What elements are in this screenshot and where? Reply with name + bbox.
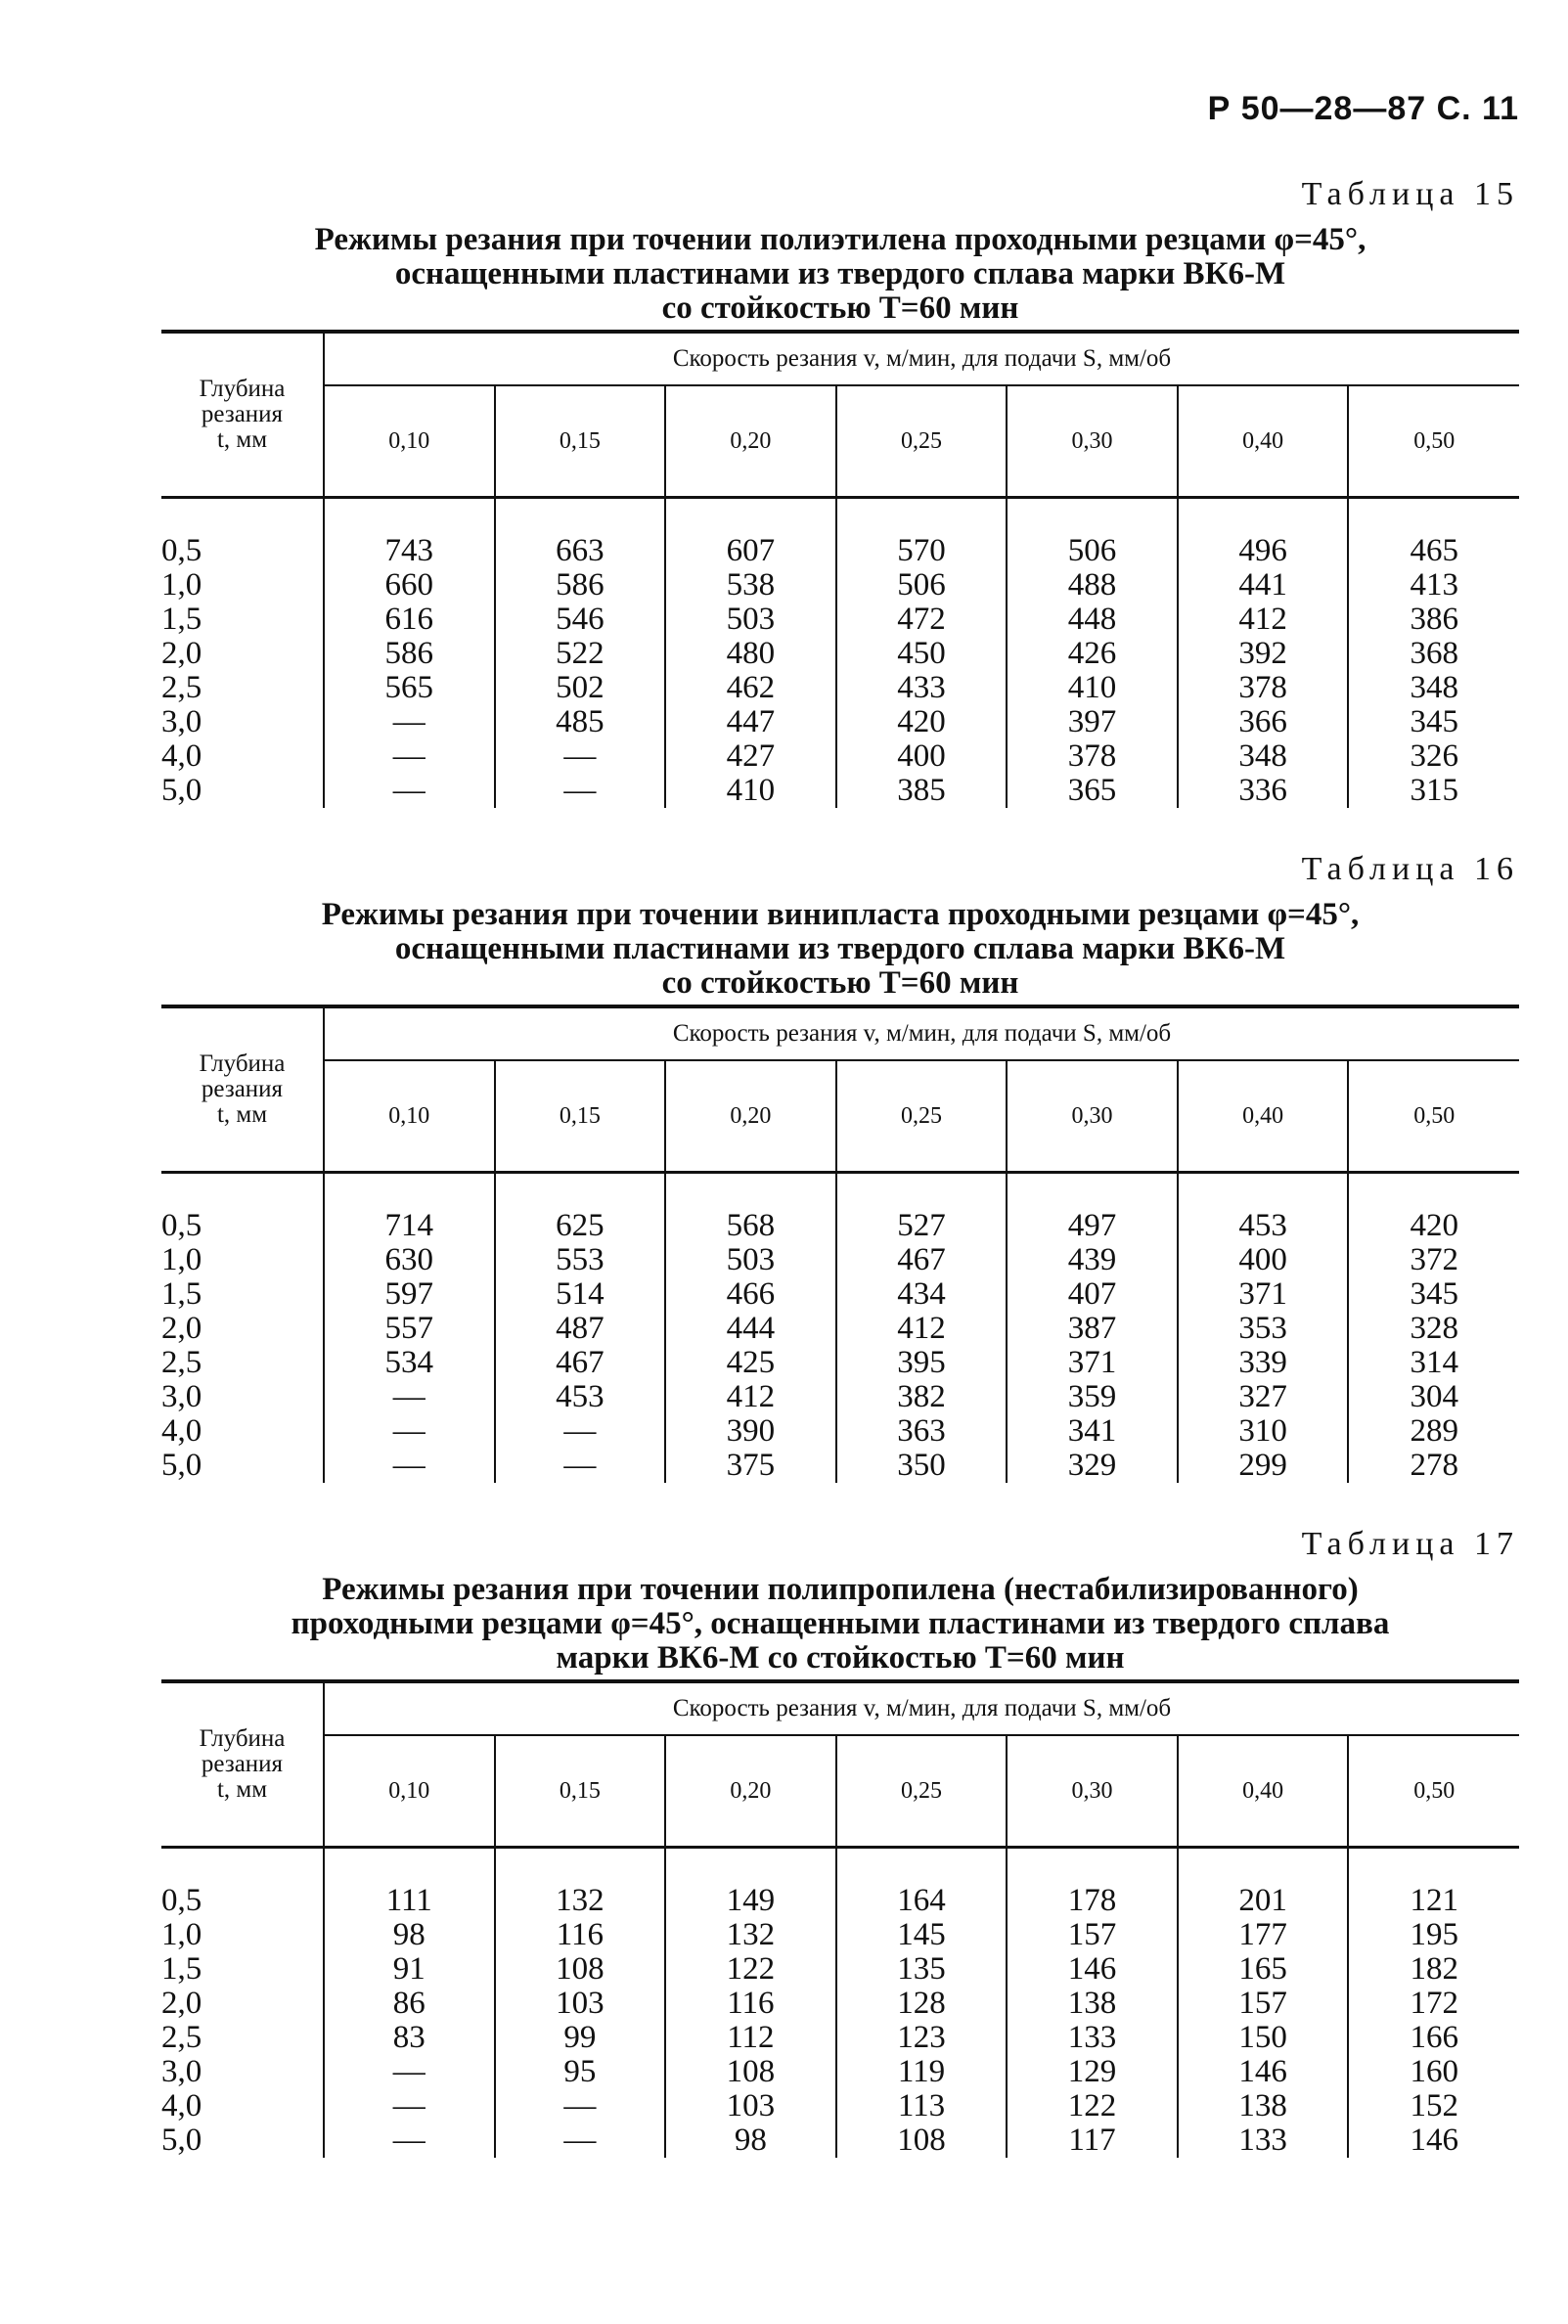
speed-cell: 420 xyxy=(836,705,1008,739)
speed-cell: — xyxy=(392,1379,426,1414)
depth-cell: 1,0 xyxy=(161,1918,324,1952)
speed-cell: 128 xyxy=(836,1987,1008,2021)
speed-cell: 341 xyxy=(1007,1414,1178,1449)
speed-cell: 485 xyxy=(495,705,666,739)
speed-cell: 182 xyxy=(1348,1952,1519,1987)
page-header: Р 50—28—87 С. 11 xyxy=(1207,90,1519,127)
speed-cell: 527 xyxy=(836,1209,1008,1243)
table-title-line: проходными резцами φ=45°, оснащенными пластинами из твердого сплава xyxy=(291,1606,1390,1641)
speed-cell: 146 xyxy=(1178,2055,1349,2089)
depth-cell: 5,0 xyxy=(161,2123,324,2158)
table-title-line: Режимы резания при точении полипропилена (нестабилизированного) xyxy=(322,1572,1359,1607)
speed-cell: 465 xyxy=(1348,534,1519,568)
speed-cell: 607 xyxy=(665,534,836,568)
speed-cell: 506 xyxy=(836,568,1008,603)
speed-cell: 480 xyxy=(665,637,836,671)
speed-cell: 138 xyxy=(1007,1987,1178,2021)
speed-cell: 425 xyxy=(665,1346,836,1380)
feed-header: 0,15 xyxy=(495,385,666,498)
speed-cell: 616 xyxy=(384,602,434,637)
speed-cell: 392 xyxy=(1178,637,1349,671)
speed-cell: 506 xyxy=(1007,534,1178,568)
speed-cell: 152 xyxy=(1348,2089,1519,2123)
table-row xyxy=(161,1414,1519,1449)
table-label: Таблица 17 xyxy=(1301,1526,1519,1562)
depth-cell: 3,0 xyxy=(161,2055,324,2089)
depth-cell: 0,5 xyxy=(161,534,324,568)
speed-cell: 326 xyxy=(1348,739,1519,774)
table-row xyxy=(161,1312,1519,1346)
speed-cell: 178 xyxy=(1007,1884,1178,1918)
speed-cell: 329 xyxy=(1007,1449,1178,1483)
depth-cell: 1,5 xyxy=(161,603,324,637)
feed-header: 0,20 xyxy=(665,1060,836,1173)
speed-cell: 743 xyxy=(384,533,434,568)
speed-cell: 95 xyxy=(495,2055,666,2089)
speed-cell: 132 xyxy=(495,1884,666,1918)
speed-cell: 586 xyxy=(495,568,666,603)
depth-header-line: резания xyxy=(201,1751,284,1777)
depth-header xyxy=(161,1681,324,1848)
speed-cell: 108 xyxy=(836,2123,1008,2158)
speed-cell: 122 xyxy=(1007,2089,1178,2123)
speed-cell: 453 xyxy=(495,1380,666,1414)
speed-cell: 339 xyxy=(1178,1346,1349,1380)
speed-cell: 371 xyxy=(1007,1346,1178,1380)
speed-cell: 145 xyxy=(836,1918,1008,1952)
depth-cell: 4,0 xyxy=(161,2089,324,2123)
speed-cell: 503 xyxy=(665,603,836,637)
speed-cell: — xyxy=(392,2088,426,2123)
speed-cell: 467 xyxy=(836,1243,1008,1277)
speed-cell: 514 xyxy=(495,1277,666,1312)
speed-cell: 570 xyxy=(836,534,1008,568)
speed-cell: 146 xyxy=(1348,2123,1519,2158)
speed-cell: 420 xyxy=(1348,1209,1519,1243)
data-table xyxy=(161,1679,1519,2158)
speed-cell: 111 xyxy=(385,1883,432,1918)
speed-cell: 565 xyxy=(384,670,434,705)
speed-cell: 122 xyxy=(665,1952,836,1987)
speed-cell: 157 xyxy=(1178,1987,1349,2021)
table-row xyxy=(161,1209,1519,1243)
speed-cell: 395 xyxy=(836,1346,1008,1380)
table-16-block xyxy=(161,851,1519,1483)
speed-cell: 336 xyxy=(1178,774,1349,808)
table-row xyxy=(161,2123,1519,2158)
table-row xyxy=(161,1884,1519,1918)
feed-header: 0,30 xyxy=(1007,1060,1178,1173)
speed-cell: 91 xyxy=(392,1951,426,1987)
feed-header: 0,25 xyxy=(836,1735,1008,1848)
speed-cell: 348 xyxy=(1348,671,1519,705)
speed-cell: — xyxy=(392,773,426,808)
feed-header: 0,10 xyxy=(324,385,495,498)
speed-cell: 426 xyxy=(1007,637,1178,671)
speed-cell: 441 xyxy=(1178,568,1349,603)
depth-header xyxy=(161,332,324,498)
speed-cell: 314 xyxy=(1348,1346,1519,1380)
depth-cell: 5,0 xyxy=(161,1449,324,1483)
table-row xyxy=(161,1449,1519,1483)
feed-header: 0,25 xyxy=(836,385,1008,498)
feed-header: 0,20 xyxy=(665,1735,836,1848)
speed-cell: 427 xyxy=(665,739,836,774)
table-title-line: оснащенными пластинами из твердого сплава марки ВК6-М xyxy=(394,931,1286,966)
depth-header-line: резания xyxy=(201,1076,284,1102)
table-row xyxy=(161,1243,1519,1277)
speed-cell: 166 xyxy=(1348,2021,1519,2055)
table-row xyxy=(161,603,1519,637)
speed-cell: 538 xyxy=(665,568,836,603)
table-title-line: оснащенными пластинами из твердого сплава марки ВК6-М xyxy=(394,256,1286,291)
depth-cell: 2,5 xyxy=(161,2021,324,2055)
table-row xyxy=(161,1380,1519,1414)
speed-cell: 108 xyxy=(665,2055,836,2089)
speed-cell: 462 xyxy=(665,671,836,705)
speed-cell: 149 xyxy=(665,1884,836,1918)
speed-header: Скорость резания v, м/мин, для подачи S, мм/об xyxy=(324,1681,1519,1735)
speed-cell: 121 xyxy=(1348,1884,1519,1918)
speed-cell: 472 xyxy=(836,603,1008,637)
speed-cell: 557 xyxy=(384,1311,434,1346)
speed-cell: — xyxy=(392,1448,426,1483)
speed-cell: 371 xyxy=(1178,1277,1349,1312)
table-label: Таблица 16 xyxy=(1301,851,1519,887)
speed-cell: — xyxy=(392,1413,426,1449)
speed-cell: 386 xyxy=(1348,603,1519,637)
feed-header: 0,25 xyxy=(836,1060,1008,1173)
speed-cell: 113 xyxy=(836,2089,1008,2123)
speed-cell: 103 xyxy=(495,1987,666,2021)
speed-cell: 83 xyxy=(392,2020,426,2055)
speed-cell: — xyxy=(495,774,666,808)
speed-cell: 522 xyxy=(495,637,666,671)
speed-cell: 444 xyxy=(665,1312,836,1346)
speed-cell: 368 xyxy=(1348,637,1519,671)
table-15-block xyxy=(161,176,1519,808)
depth-cell: 0,5 xyxy=(161,1209,324,1243)
depth-cell: 2,0 xyxy=(161,1312,324,1346)
speed-cell: 123 xyxy=(836,2021,1008,2055)
speed-cell: 400 xyxy=(1178,1243,1349,1277)
speed-cell: 714 xyxy=(384,1208,434,1243)
speed-cell: — xyxy=(495,2089,666,2123)
speed-cell: 453 xyxy=(1178,1209,1349,1243)
speed-cell: 450 xyxy=(836,637,1008,671)
depth-cell: 2,5 xyxy=(161,671,324,705)
speed-cell: 278 xyxy=(1348,1449,1519,1483)
speed-cell: 108 xyxy=(495,1952,666,1987)
depth-header-line: Глубина xyxy=(199,1725,286,1752)
speed-cell: 378 xyxy=(1007,739,1178,774)
depth-cell: 2,5 xyxy=(161,1346,324,1380)
speed-cell: 117 xyxy=(1007,2123,1178,2158)
speed-cell: — xyxy=(392,2123,426,2158)
speed-cell: 385 xyxy=(836,774,1008,808)
speed-cell: 434 xyxy=(836,1277,1008,1312)
table-title-line: Режимы резания при точении винипласта проходными резцами φ=45°, xyxy=(321,897,1360,932)
speed-cell: 86 xyxy=(392,1986,426,2021)
speed-cell: 586 xyxy=(384,636,434,671)
speed-cell: 289 xyxy=(1348,1414,1519,1449)
table-row xyxy=(161,2021,1519,2055)
speed-cell: 98 xyxy=(392,1917,426,1952)
speed-cell: 663 xyxy=(495,534,666,568)
speed-cell: 165 xyxy=(1178,1952,1349,1987)
speed-cell: 597 xyxy=(384,1276,434,1312)
speed-cell: — xyxy=(392,704,426,739)
table-title xyxy=(161,223,1519,326)
speed-cell: 365 xyxy=(1007,774,1178,808)
speed-cell: 146 xyxy=(1007,1952,1178,1987)
speed-cell: 359 xyxy=(1007,1380,1178,1414)
feed-header: 0,50 xyxy=(1348,1060,1519,1173)
table-17-block xyxy=(161,1526,1519,2158)
feed-header: 0,50 xyxy=(1348,385,1519,498)
speed-cell: 103 xyxy=(665,2089,836,2123)
depth-cell: 4,0 xyxy=(161,1414,324,1449)
speed-cell: 201 xyxy=(1178,1884,1349,1918)
speed-cell: 363 xyxy=(836,1414,1008,1449)
speed-cell: 487 xyxy=(495,1312,666,1346)
speed-cell: 98 xyxy=(665,2123,836,2158)
speed-cell: 133 xyxy=(1007,2021,1178,2055)
feed-header: 0,40 xyxy=(1178,1060,1349,1173)
table-row xyxy=(161,1346,1519,1380)
speed-cell: 195 xyxy=(1348,1918,1519,1952)
data-table xyxy=(161,1005,1519,1483)
feed-header: 0,50 xyxy=(1348,1735,1519,1848)
table-row xyxy=(161,637,1519,671)
table-row xyxy=(161,739,1519,774)
depth-header-line: Глубина xyxy=(199,376,286,402)
speed-cell: 397 xyxy=(1007,705,1178,739)
speed-cell: 328 xyxy=(1348,1312,1519,1346)
table-row xyxy=(161,1918,1519,1952)
speed-cell: 488 xyxy=(1007,568,1178,603)
speed-cell: 345 xyxy=(1348,1277,1519,1312)
depth-cell: 0,5 xyxy=(161,1884,324,1918)
speed-cell: 497 xyxy=(1007,1209,1178,1243)
speed-cell: 375 xyxy=(665,1449,836,1483)
depth-cell: 2,0 xyxy=(161,1987,324,2021)
speed-cell: — xyxy=(495,2123,666,2158)
depth-cell: 1,0 xyxy=(161,568,324,603)
depth-cell: 3,0 xyxy=(161,705,324,739)
speed-cell: 177 xyxy=(1178,1918,1349,1952)
speed-cell: 350 xyxy=(836,1449,1008,1483)
speed-cell: 400 xyxy=(836,739,1008,774)
speed-cell: 534 xyxy=(384,1345,434,1380)
speed-cell: 390 xyxy=(665,1414,836,1449)
speed-cell: 412 xyxy=(1178,603,1349,637)
table-title xyxy=(161,1573,1519,1676)
speed-cell: 99 xyxy=(495,2021,666,2055)
speed-cell: 568 xyxy=(665,1209,836,1243)
speed-cell: 327 xyxy=(1178,1380,1349,1414)
table-row xyxy=(161,2055,1519,2089)
speed-cell: 447 xyxy=(665,705,836,739)
speed-cell: 116 xyxy=(495,1918,666,1952)
feed-header: 0,30 xyxy=(1007,1735,1178,1848)
speed-cell: — xyxy=(392,738,426,774)
feed-header: 0,30 xyxy=(1007,385,1178,498)
depth-header xyxy=(161,1006,324,1173)
speed-cell: 466 xyxy=(665,1277,836,1312)
speed-cell: 502 xyxy=(495,671,666,705)
speed-cell: 439 xyxy=(1007,1243,1178,1277)
speed-cell: 410 xyxy=(665,774,836,808)
depth-cell: 3,0 xyxy=(161,1380,324,1414)
speed-cell: 413 xyxy=(1348,568,1519,603)
feed-header: 0,20 xyxy=(665,385,836,498)
speed-cell: 630 xyxy=(384,1242,434,1277)
depth-cell: 4,0 xyxy=(161,739,324,774)
speed-cell: 496 xyxy=(1178,534,1349,568)
table-row xyxy=(161,1987,1519,2021)
speed-cell: — xyxy=(392,2054,426,2089)
speed-cell: 660 xyxy=(384,567,434,603)
depth-cell: 1,5 xyxy=(161,1952,324,1987)
speed-cell: 553 xyxy=(495,1243,666,1277)
speed-cell: 345 xyxy=(1348,705,1519,739)
table-title-line: Режимы резания при точении полиэтилена проходными резцами φ=45°, xyxy=(314,222,1366,257)
table-row xyxy=(161,534,1519,568)
table-row xyxy=(161,671,1519,705)
speed-cell: 112 xyxy=(665,2021,836,2055)
speed-cell: 467 xyxy=(495,1346,666,1380)
speed-cell: 164 xyxy=(836,1884,1008,1918)
depth-header-line: резания xyxy=(201,401,284,427)
speed-cell: 378 xyxy=(1178,671,1349,705)
table-row xyxy=(161,2089,1519,2123)
speed-cell: 372 xyxy=(1348,1243,1519,1277)
feed-header: 0,10 xyxy=(324,1735,495,1848)
speed-cell: 160 xyxy=(1348,2055,1519,2089)
table-row xyxy=(161,1277,1519,1312)
table-title xyxy=(161,898,1519,1001)
depth-cell: 2,0 xyxy=(161,637,324,671)
speed-cell: 138 xyxy=(1178,2089,1349,2123)
depth-cell: 5,0 xyxy=(161,774,324,808)
speed-cell: — xyxy=(495,1414,666,1449)
depth-header-line: t, мм xyxy=(216,1101,268,1128)
speed-cell: — xyxy=(495,739,666,774)
feed-header: 0,40 xyxy=(1178,385,1349,498)
speed-cell: 116 xyxy=(665,1987,836,2021)
table-title-line: со стойкостью T=60 мин xyxy=(661,965,1019,1001)
speed-cell: 366 xyxy=(1178,705,1349,739)
depth-header-line: t, мм xyxy=(216,426,268,453)
table-row xyxy=(161,705,1519,739)
speed-cell: 503 xyxy=(665,1243,836,1277)
table-label: Таблица 15 xyxy=(1301,176,1519,212)
speed-cell: 412 xyxy=(665,1380,836,1414)
speed-cell: 172 xyxy=(1348,1987,1519,2021)
table-row xyxy=(161,774,1519,808)
depth-header-line: t, мм xyxy=(216,1776,268,1803)
speed-cell: 433 xyxy=(836,671,1008,705)
table-title-line: марки ВК6-М со стойкостью T=60 мин xyxy=(556,1640,1125,1676)
speed-cell: 410 xyxy=(1007,671,1178,705)
speed-cell: 382 xyxy=(836,1380,1008,1414)
speed-header: Скорость резания v, м/мин, для подачи S, мм/об xyxy=(324,332,1519,385)
speed-cell: 135 xyxy=(836,1952,1008,1987)
speed-cell: 299 xyxy=(1178,1449,1349,1483)
speed-cell: 133 xyxy=(1178,2123,1349,2158)
depth-cell: 1,5 xyxy=(161,1277,324,1312)
speed-cell: 129 xyxy=(1007,2055,1178,2089)
speed-header: Скорость резания v, м/мин, для подачи S, мм/об xyxy=(324,1006,1519,1060)
speed-cell: 546 xyxy=(495,603,666,637)
table-row xyxy=(161,568,1519,603)
speed-cell: 348 xyxy=(1178,739,1349,774)
speed-cell: 315 xyxy=(1348,774,1519,808)
depth-header-line: Глубина xyxy=(199,1050,286,1077)
speed-cell: 119 xyxy=(836,2055,1008,2089)
feed-header: 0,15 xyxy=(495,1735,666,1848)
speed-cell: 310 xyxy=(1178,1414,1349,1449)
speed-cell: 304 xyxy=(1348,1380,1519,1414)
feed-header: 0,15 xyxy=(495,1060,666,1173)
data-table xyxy=(161,330,1519,808)
speed-cell: 448 xyxy=(1007,603,1178,637)
speed-cell: 132 xyxy=(665,1918,836,1952)
speed-cell: 150 xyxy=(1178,2021,1349,2055)
depth-cell: 1,0 xyxy=(161,1243,324,1277)
speed-cell: 412 xyxy=(836,1312,1008,1346)
table-title-line: со стойкостью T=60 мин xyxy=(661,290,1019,326)
feed-header: 0,10 xyxy=(324,1060,495,1173)
speed-cell: 353 xyxy=(1178,1312,1349,1346)
speed-cell: 387 xyxy=(1007,1312,1178,1346)
speed-cell: 157 xyxy=(1007,1918,1178,1952)
speed-cell: 407 xyxy=(1007,1277,1178,1312)
speed-cell: — xyxy=(495,1449,666,1483)
speed-cell: 625 xyxy=(495,1209,666,1243)
table-row xyxy=(161,1952,1519,1987)
feed-header: 0,40 xyxy=(1178,1735,1349,1848)
